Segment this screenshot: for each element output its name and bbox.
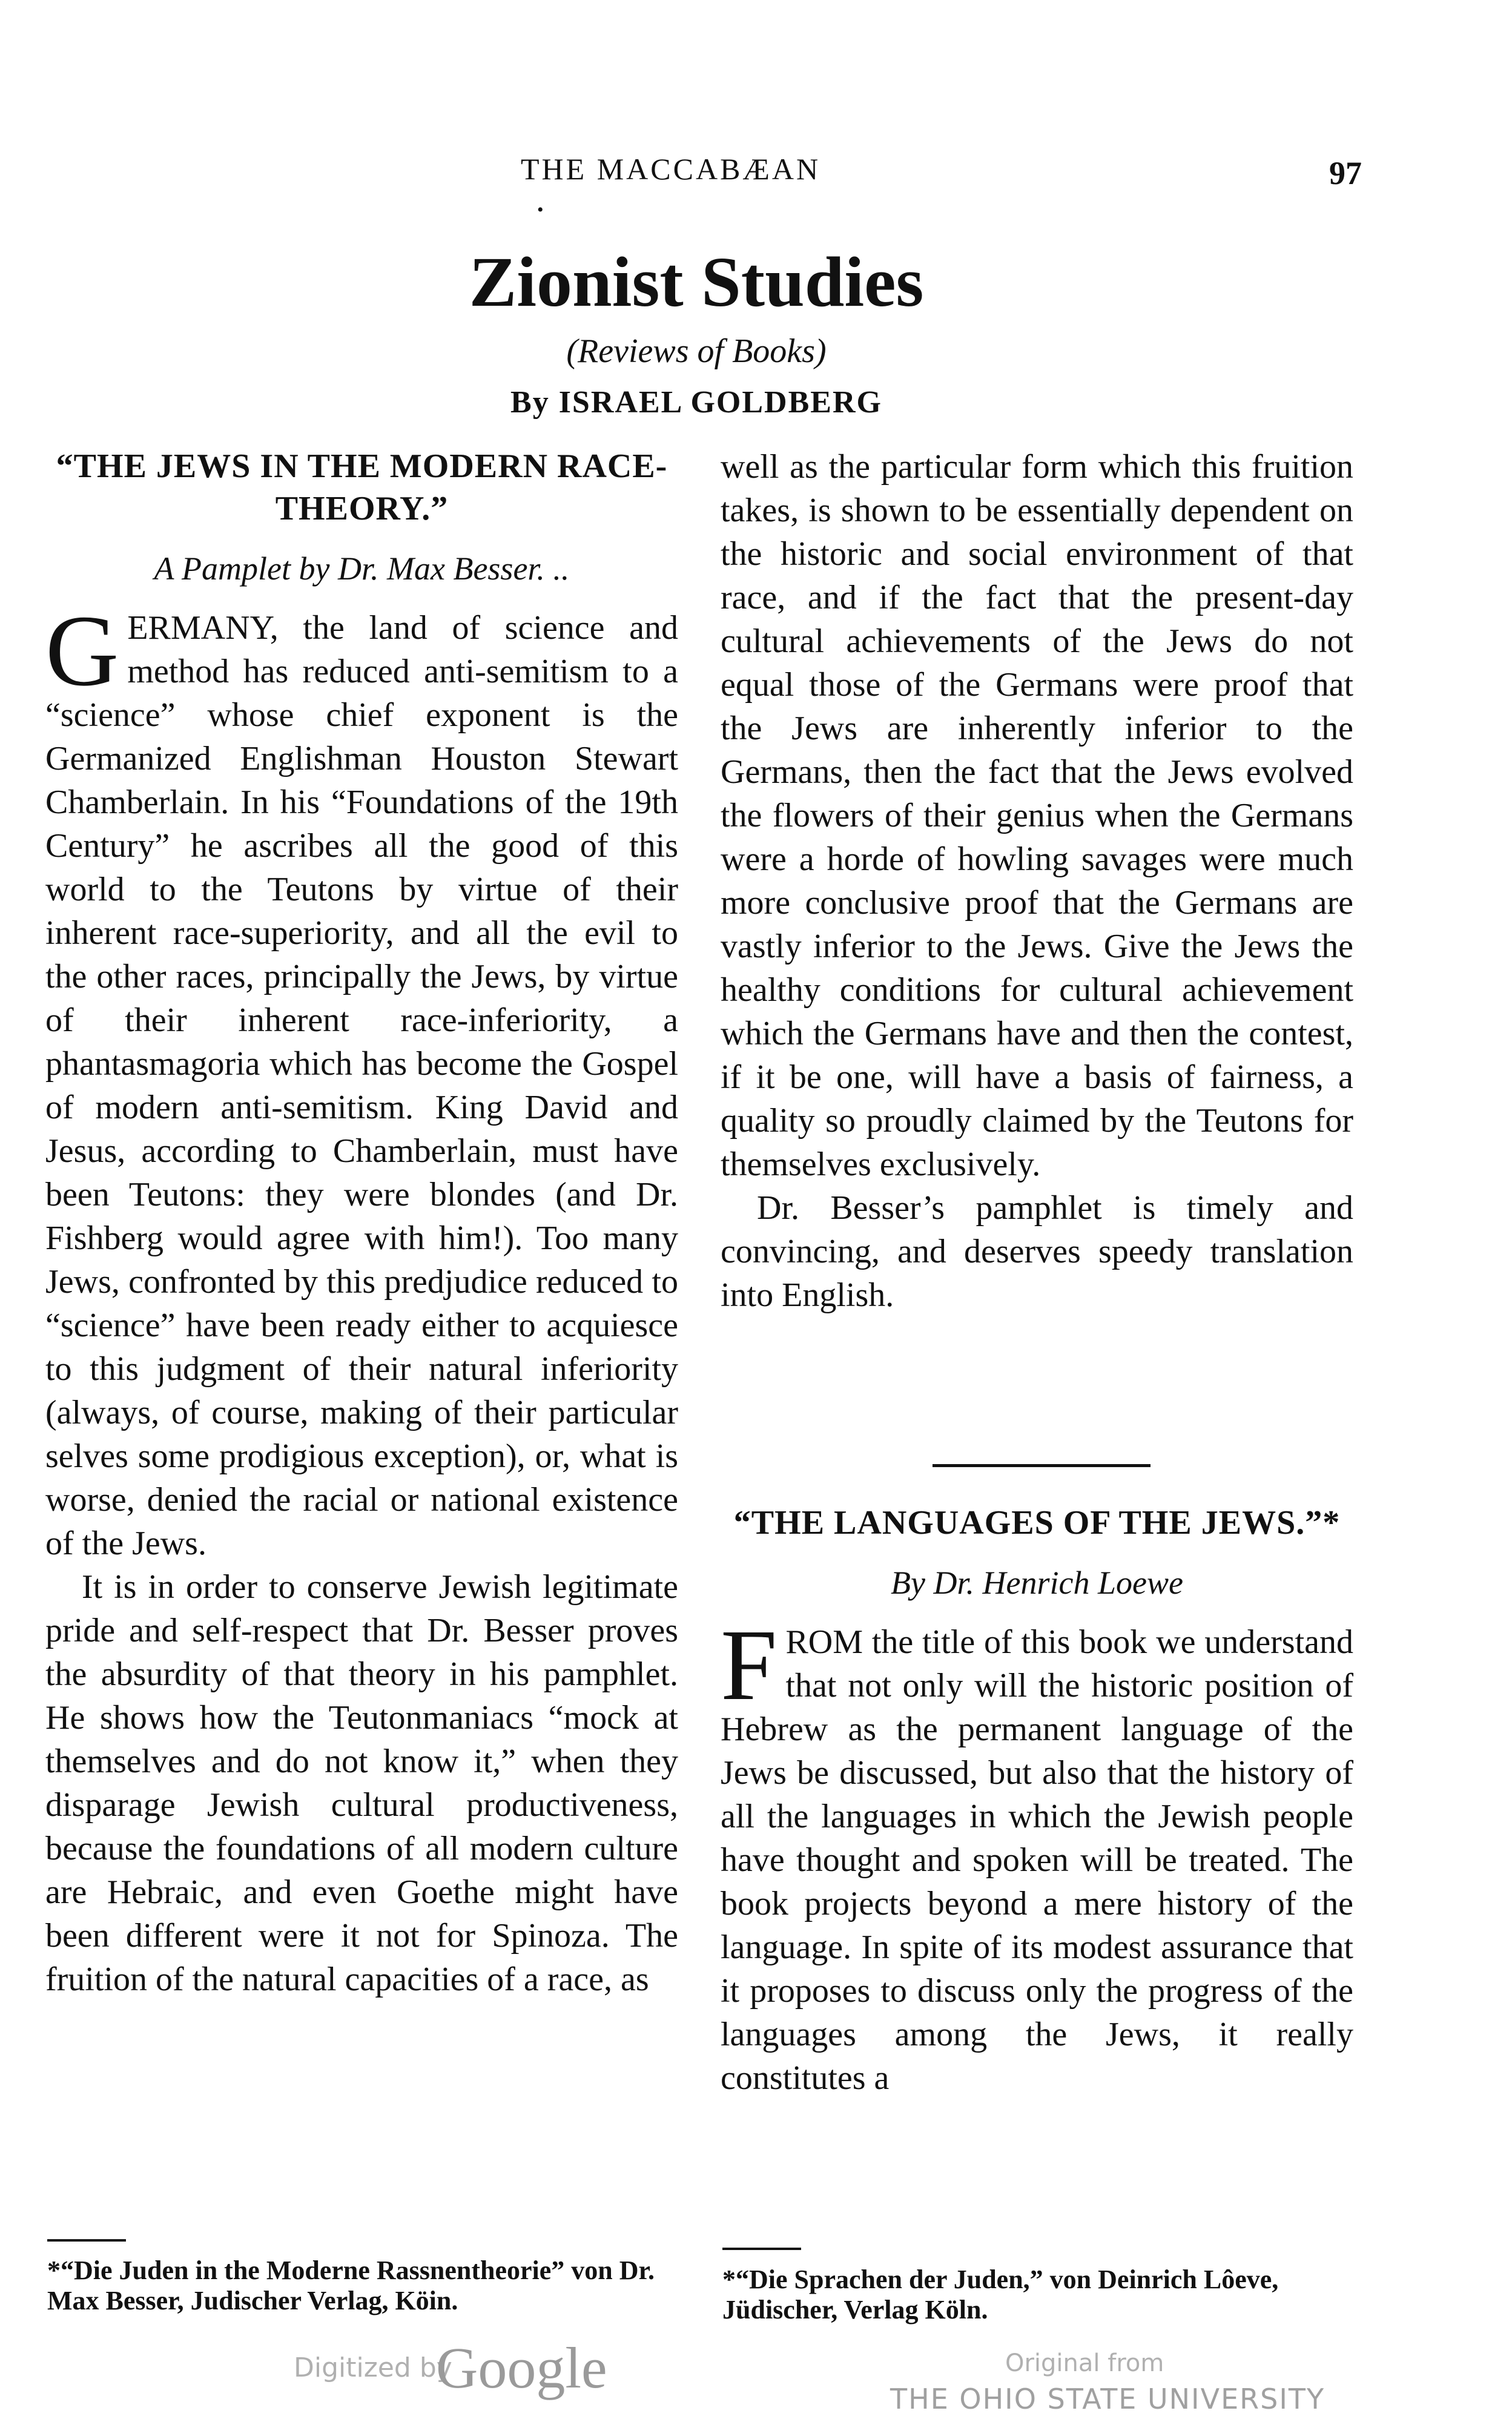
- review1-paragraph-1: [45, 595, 678, 1565]
- running-title: THE MACCABÆAN: [521, 152, 821, 186]
- review1-paragraph-4: Dr. Besser’s pamphlet is timely and convincing, and deserves speedy translation into English.: [721, 1189, 1353, 1314]
- review1-author: A Pamplet by Dr. Max Besser. ..: [154, 550, 570, 587]
- review1-paragraph-2: It is in order to conserve Jewish legitimate pride and self-respect that Dr. Besser proves the absurdity of that theory in his pamphlet. He shows how the Teutonmaniacs “mock at themselves and do not know it,” when they disparage Jewish cultural productiveness, because the foundations of all modern culture are Hebraic, and even Goethe might have been different were it not for Spinoza. The fruition of the natural capacities of a race, as: [45, 1568, 678, 1998]
- review1-paragraph-3: well as the particular form which this fruition takes, is shown to be essentially dependent on the historic and social environment of that race, and if the fact that the present-day cultural achievements of the Jews do not equal those of the Germans were proof that the Jews are inherently inferior to the Germans, then the fact that the Jews evolved the flowers of their genius when the Germans were a horde of howling savages were much more conclusive proof that the Germans are vastly inferior to the Jews. Give the Jews the healthy conditions for cultural achievement which the Germans have and then the contest, if it be one, will have a basis of fairness, a quality so proudly claimed by the Teutons for themselves exclusively.: [721, 448, 1353, 1183]
- article-subtitle: (Reviews of Books): [566, 332, 827, 370]
- review2-heading: “THE LANGUAGES OF THE JEWS.”*: [733, 1504, 1341, 1542]
- footnote-rule-right: [722, 2248, 801, 2250]
- header-bullet: •: [537, 200, 544, 220]
- article-byline: By ISRAEL GOLDBERG: [510, 385, 882, 420]
- footnote-rule-left: [47, 2239, 126, 2242]
- review1-paragraph-1-text: ERMANY, the land of science and method has reduced anti-semitism to a “science” whose chief exponent is the Germanized Englishman Houston Stewart Chamberlain. In his “Foundations of the 19th Century” he ascribes all the good of this world to the Teutons by virtue of their inherent race-superiority, and all the evil to the other races, principally the Jews, by virtue of their inherent race-inferiority, a phantasmagoria which has become the Gospel of modern anti-semitism. King David and Jesus, according to Chamberlain, must have been Teutons: they were blondes (and Dr. Fishberg would agree with him!). Too many Jews, confronted by this predjudice reduced to “science” have been ready either to acquiesce to this judgment of their natural inferiority (always, of course, making of their particular selves some prodigious exception), or, what is worse, denied the racial or national existence of the Jews.: [45, 609, 678, 1562]
- left-column: [45, 445, 678, 2001]
- original-from-label: Original from: [1005, 2349, 1164, 2377]
- page-number: 97: [1329, 155, 1362, 191]
- review2-paragraph-1-text: ROM the title of this book we understand that not only will the historic position of Hebrew as the permanent language of the Jews be discussed, but also that the history of all the languages in which the Jewish people have thought and spoken will be treated. The book projects beyond a mere history of the language. In spite of its modest assurance that it proposes to discuss only the progress of the languages among the Jews, it really constitutes a: [721, 1623, 1353, 2097]
- review1-footnote: *“Die Juden in the Moderne Rassnentheorie” von Dr. Max Besser, Judischer Verlag, Köin.: [47, 2255, 655, 2315]
- article-title: Zionist Studies: [469, 242, 924, 322]
- digitized-by-label: Digitized by: [294, 2352, 452, 2383]
- review2-footnote: *“Die Sprachen der Juden,” von Deinrich Lôeve, Jüdischer, Verlag Köln.: [722, 2265, 1279, 2325]
- section-divider: [933, 1464, 1151, 1467]
- review2-author: By Dr. Henrich Loewe: [891, 1565, 1183, 1601]
- review1-dropcap: G: [45, 595, 119, 707]
- review2-paragraph-1: [721, 1609, 1353, 2100]
- university-label: THE OHIO STATE UNIVERSITY: [890, 2383, 1325, 2415]
- right-column-second-review: [721, 1502, 1353, 2100]
- review1-heading: “THE JEWS IN THE MODERN RACE-THEORY.”: [56, 447, 668, 527]
- review2-dropcap: F: [721, 1609, 777, 1721]
- right-column: [721, 445, 1353, 1317]
- google-logo: Google: [436, 2335, 607, 2400]
